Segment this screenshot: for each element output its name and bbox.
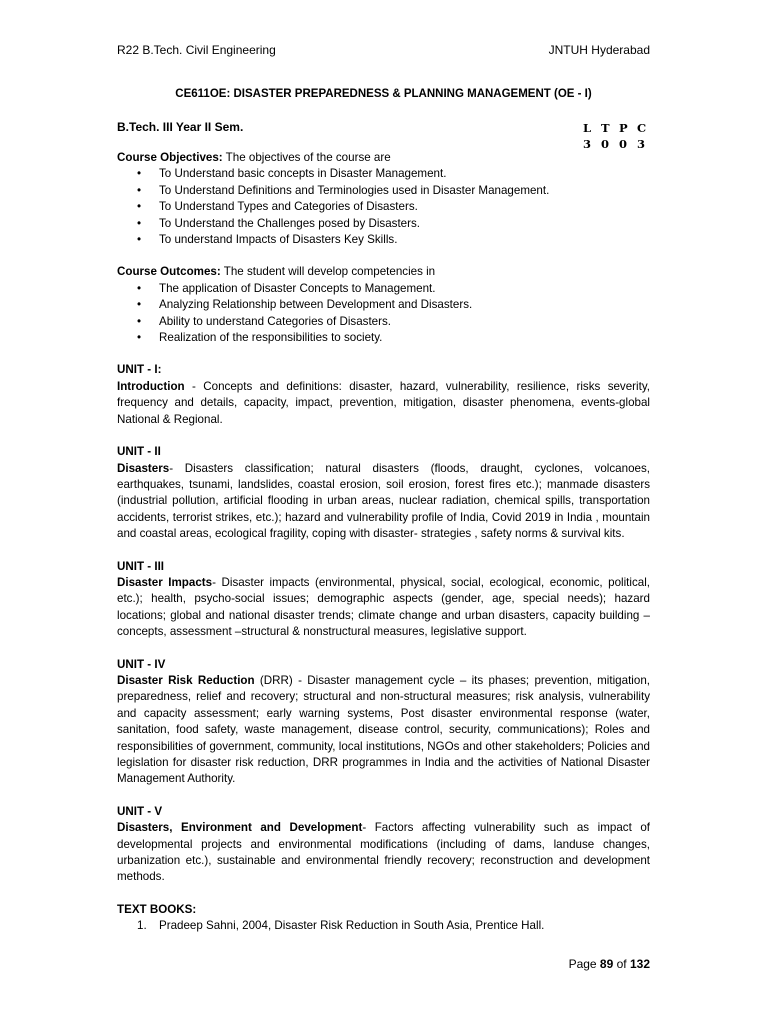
unit-topic: Disaster Risk Reduction	[117, 673, 255, 687]
textbook-citation: Pradeep Sahni, 2004, Disaster Risk Reduction in South Asia, Prentice Hall.	[159, 919, 545, 933]
list-item: • Analyzing Relationship between Development and Disasters.	[117, 297, 650, 313]
unit-4	[117, 657, 650, 788]
list-item: • Ability to understand Categories of Disasters.	[117, 314, 650, 330]
unit-1	[117, 362, 650, 428]
page-prefix: Page	[568, 957, 600, 971]
outcomes-intro-text: The student will develop competencies in	[220, 265, 436, 279]
header-university: JNTUH Hyderabad	[548, 43, 650, 57]
list-item: • Realization of the responsibilities to society.	[117, 330, 650, 346]
page-of: of	[613, 957, 630, 971]
unit-heading: UNIT - III	[117, 559, 165, 573]
outcomes-list	[117, 281, 650, 347]
list-item	[117, 918, 650, 934]
ltpc-table	[583, 120, 655, 152]
header-program: R22 B.Tech. Civil Engineering	[117, 43, 276, 57]
ltpc-label: P	[619, 121, 628, 135]
unit-text: - Concepts and definitions: disaster, hazard, vulnerability, resilience, risks severity, frequency and details, capacity, impact, prevention, mitigation, disaster phenomena, events-global National & Regional.	[117, 379, 650, 426]
syllabus-content	[117, 150, 650, 935]
objectives-intro	[117, 150, 650, 166]
list-item: • To Understand Definitions and Terminologies used in Disaster Management.	[117, 183, 650, 199]
ltpc-label: T	[601, 121, 610, 135]
objectives-list	[117, 166, 650, 248]
list-item: • To Understand Types and Categories of Disasters.	[117, 199, 650, 215]
list-item: • The application of Disaster Concepts to Management.	[117, 281, 650, 297]
ltpc-label: L	[583, 121, 592, 135]
list-item: • To Understand the Challenges posed by Disasters.	[117, 216, 650, 232]
textbooks-list	[117, 918, 650, 934]
course-title: CE611OE: DISASTER PREPAREDNESS & PLANNING MANAGEMENT (OE - I)	[175, 88, 592, 100]
ltpc-value: 0	[601, 137, 610, 151]
unit-body	[117, 820, 650, 886]
objectives-intro-text: The objectives of the course are	[222, 151, 391, 164]
page-current: 89	[599, 957, 614, 971]
textbooks-heading: TEXT BOOKS:	[117, 902, 197, 916]
unit-text: - Disaster impacts (environmental, physical, social, ecological, economic, political, etc.); health, psycho-social issues; demographic aspects (gender, age, special needs); hazard locations; global and national disaster trends; climate change and urban disasters, capacity building – concepts, assessment –structural & nonstructural measures, legislative support.	[117, 575, 651, 639]
unit-topic: Introduction	[117, 379, 185, 393]
unit-topic: Disasters	[117, 461, 170, 475]
unit-heading: UNIT - V	[117, 804, 163, 818]
unit-topic: Disasters, Environment and Development	[117, 821, 363, 835]
ltpc-labels	[583, 120, 655, 136]
unit-body	[117, 461, 650, 543]
ltpc-value: 3	[637, 137, 646, 151]
unit-heading: UNIT - IV	[117, 657, 166, 671]
outcomes-label: Course Outcomes:	[117, 265, 221, 279]
ltpc-label: C	[637, 121, 647, 135]
unit-2	[117, 444, 650, 542]
unit-body	[117, 673, 650, 788]
ltpc-value: 0	[619, 137, 628, 151]
page-header	[117, 43, 650, 57]
ltpc-value: 3	[583, 137, 592, 151]
list-item: • To understand Impacts of Disasters Key Skills.	[117, 232, 650, 248]
unit-heading: UNIT - II	[117, 445, 161, 459]
unit-text: (DRR) - Disaster management cycle – its phases; prevention, mitigation, preparedness, relief and recovery; structural and non-structural measures; risk analysis, vulnerability and capacity assessment; early warning systems, Post disaster environmental response (water, sanitation, food safety, waste management, disease control, security, communications); Roles and responsibilities of government, community, local institutions, NGOs and other stakeholders; Policies and legislation for disaster risk reduction, DRR programmes in India and the activities of National Disaster Management Authority.	[117, 673, 650, 786]
unit-heading: UNIT - I:	[117, 363, 162, 377]
unit-text: - Factors affecting vulnerability such as impact of developmental projects and environmental modifications (including of dams, landuse changes, urbanization etc.), sustainable and environmental friendly recovery; reconstruction and development methods.	[117, 821, 650, 884]
page-number	[569, 957, 650, 971]
list-number: 1.	[137, 919, 147, 933]
list-item: • To Understand basic concepts in Disaster Management.	[117, 166, 650, 182]
unit-text: - Disasters classification; natural disasters (floods, draught, cyclones, volcanoes, earthquakes, tsunami, landslides, coastal erosion, soil erosion, forest fires etc.); manmade disasters (industrial pollution, artificial flooding in urban areas, nuclear radiation, chemical spills, transportation accidents, terrorist strikes, etc.); hazard and vulnerability profile of India, Covid 2019 in India , mountain and coastal areas, ecological fragility, coping with disaster- strategies , safety norms & survival kits.	[117, 461, 650, 541]
page-total: 132	[629, 957, 650, 971]
unit-body	[117, 379, 650, 428]
textbooks-section	[117, 902, 650, 935]
semester-label: B.Tech. III Year II Sem.	[117, 120, 244, 134]
outcomes-intro	[117, 264, 650, 280]
unit-body	[117, 575, 650, 641]
unit-3	[117, 559, 650, 641]
unit-topic: Disaster Impacts	[117, 575, 213, 589]
objectives-label: Course Objectives:	[117, 151, 223, 164]
unit-5	[117, 804, 650, 886]
